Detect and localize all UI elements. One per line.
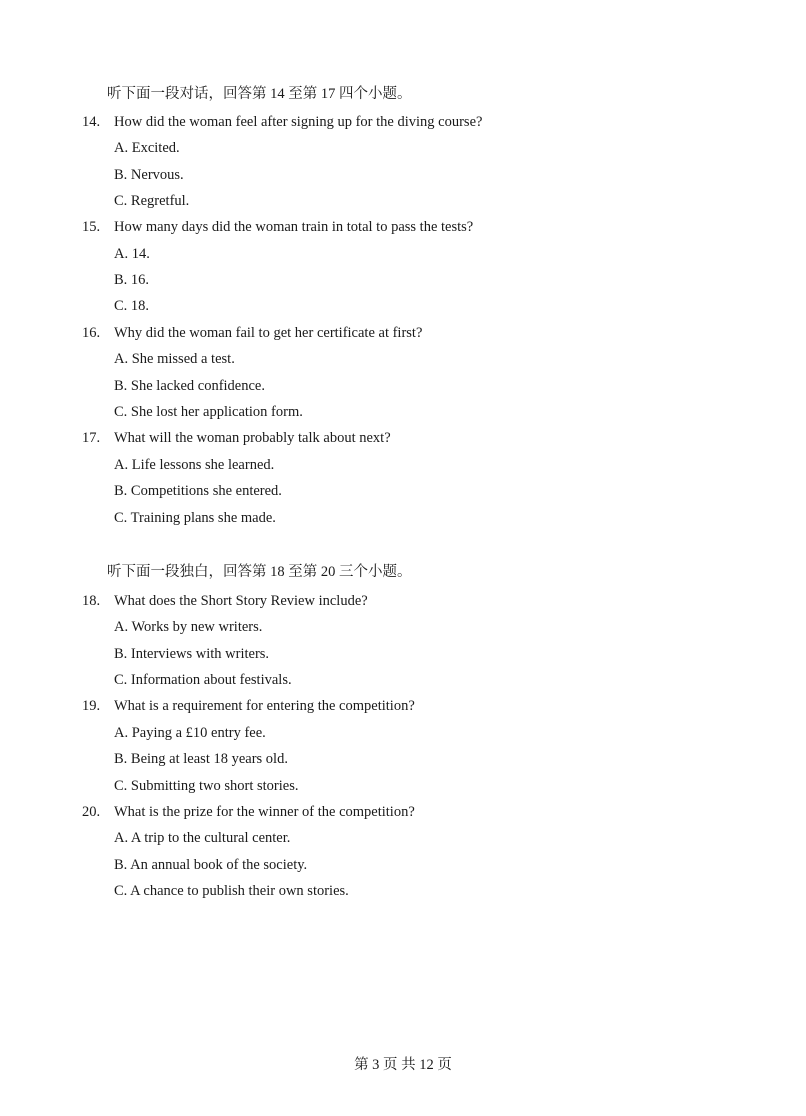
question-text: How many days did the woman train in total to pass the tests? (114, 219, 474, 235)
answer-option: A. 14. (114, 246, 150, 262)
answer-option: B. Nervous. (114, 167, 184, 183)
answer-option: A. Excited. (114, 140, 180, 156)
question-text: What does the Short Story Review include? (114, 593, 368, 609)
answer-option: C. Submitting two short stories. (114, 778, 299, 794)
question-text: How did the woman feel after signing up for the diving course? (114, 114, 483, 130)
question-text: What is the prize for the winner of the competition? (114, 804, 415, 820)
question-number: 16. (82, 325, 101, 341)
answer-option: C. 18. (114, 298, 150, 314)
answer-option: A. Paying a £10 entry fee. (114, 725, 266, 741)
answer-option: A. Works by new writers. (114, 619, 263, 635)
answer-option: A. She missed a test. (114, 351, 235, 367)
answer-option: B. Competitions she entered. (114, 483, 282, 499)
answer-option: B. Being at least 18 years old. (114, 751, 288, 767)
answer-option: C. She lost her application form. (114, 404, 303, 420)
answer-option: B. An annual book of the society. (114, 857, 308, 873)
page-number-footer: 第 3 页 共 12 页 (354, 1057, 452, 1073)
question-number: 14. (82, 114, 101, 130)
answer-option: A. A trip to the cultural center. (114, 830, 291, 846)
answer-option: B. 16. (114, 272, 150, 288)
answer-option: B. She lacked confidence. (114, 378, 265, 394)
answer-option: A. Life lessons she learned. (114, 457, 275, 473)
question-number: 18. (82, 593, 101, 609)
answer-option: C. Training plans she made. (114, 510, 276, 526)
answer-option: B. Interviews with writers. (114, 646, 270, 662)
question-text: What will the woman probably talk about next? (114, 430, 391, 446)
section-intro: 听下面一段对话，回答第 14 至第 17 四个小题。 (107, 86, 412, 102)
answer-option: C. Regretful. (114, 193, 190, 209)
question-text: What is a requirement for entering the competition? (114, 698, 415, 714)
question-number: 20. (82, 804, 101, 820)
answer-option: C. A chance to publish their own stories. (114, 883, 349, 899)
question-number: 19. (82, 698, 101, 714)
section-intro: 听下面一段独白，回答第 18 至第 20 三个小题。 (107, 564, 412, 580)
answer-option: C. Information about festivals. (114, 672, 292, 688)
question-number: 15. (82, 219, 101, 235)
question-number: 17. (82, 430, 101, 446)
question-text: Why did the woman fail to get her certificate at first? (114, 325, 423, 341)
